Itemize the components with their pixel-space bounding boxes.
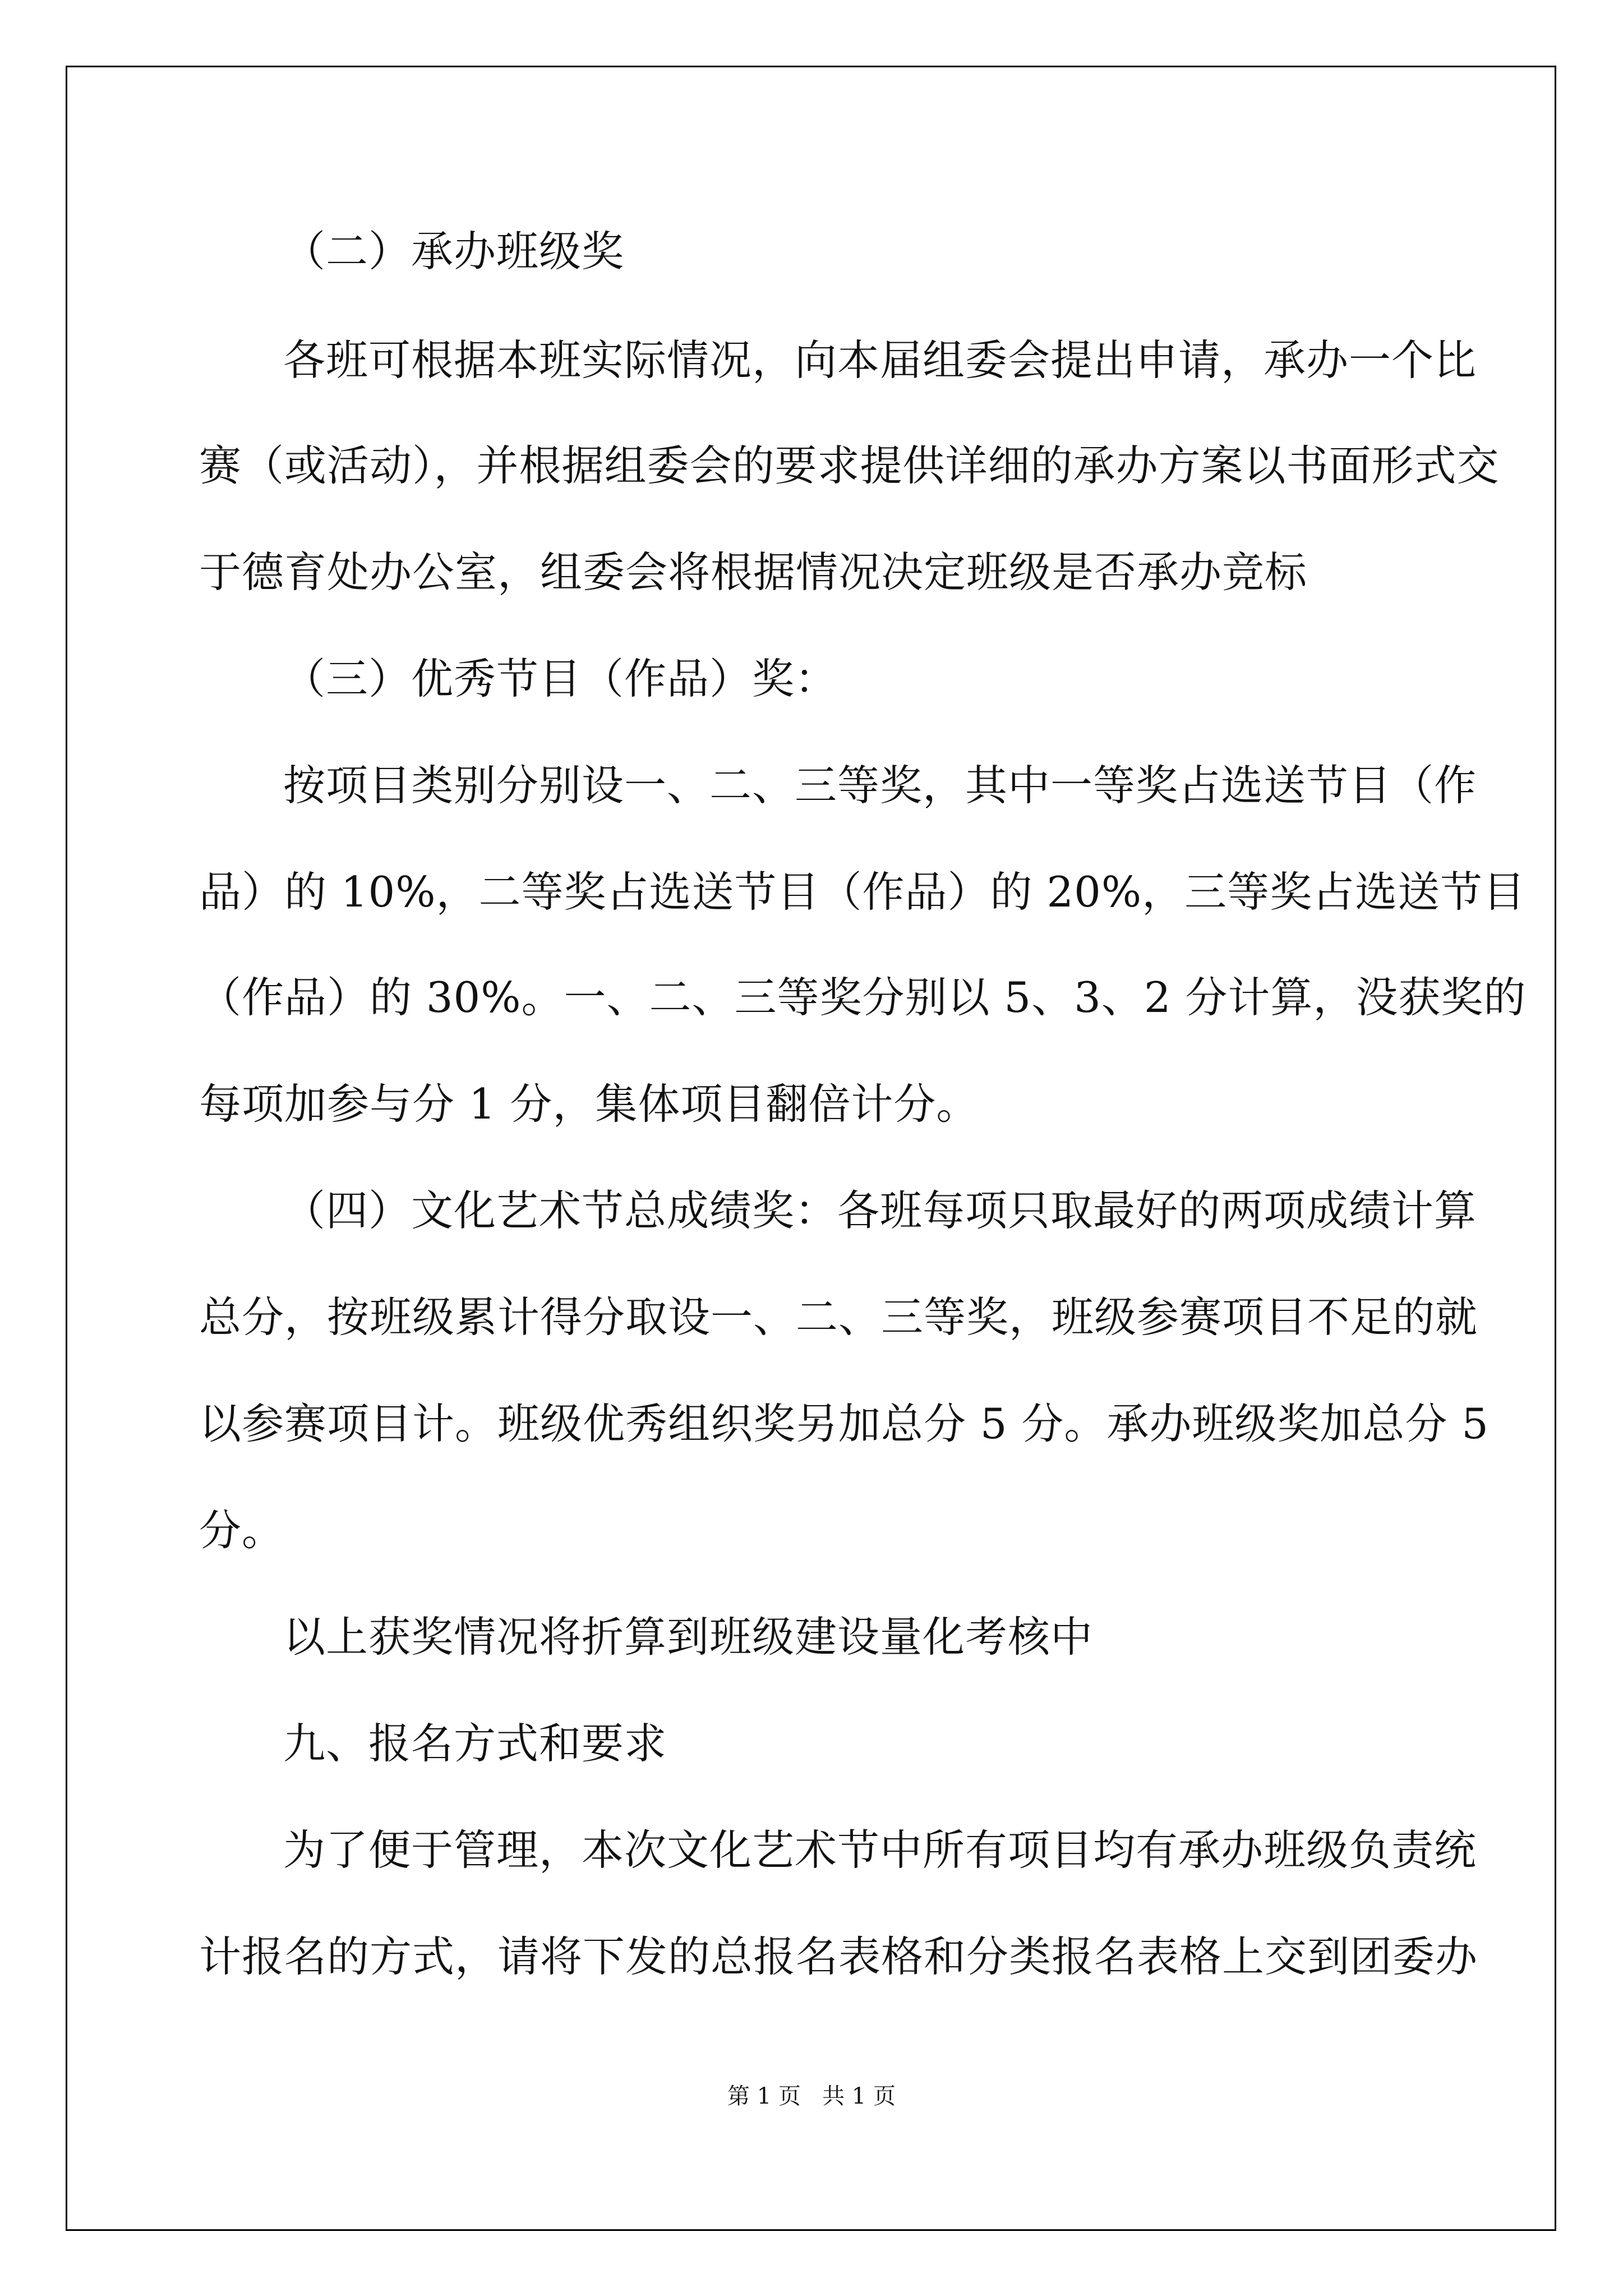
paragraph-line: 按项目类别分别设一、二、三等奖，其中一等奖占选送节目（作: [283, 761, 1477, 810]
page-border: [66, 66, 1556, 2231]
paragraph-line: 于德育处办公室，组委会将根据情况决定班级是否承办竞标: [199, 547, 1308, 597]
paragraph-line: （作品）的 30%。一、二、三等奖分别以 5、3、2 分计算，没获奖的: [199, 973, 1527, 1022]
paragraph-line: 以上获奖情况将折算到班级建设量化考核中: [283, 1612, 1094, 1662]
heading-registration: 九、报名方式和要求: [283, 1719, 667, 1768]
heading-total-score-award: （四）文化艺术节总成绩奖：各班每项只取最好的两项成绩计算: [283, 1186, 1477, 1235]
paragraph-line: 以参赛项目计。班级优秀组织奖另加总分 5 分。承办班级奖加总分 5: [199, 1399, 1489, 1448]
paragraph-line: 计报名的方式，请将下发的总报名表格和分类报名表格上交到团委办: [199, 1932, 1478, 1981]
paragraph-line: 赛（或活动），并根据组委会的要求提供详细的承办方案以书面形式交: [199, 441, 1500, 490]
paragraph-line: 为了便于管理，本次文化艺术节中所有项目均有承办班级负责统: [283, 1825, 1477, 1875]
paragraph-line: 总分，按班级累计得分取设一、二、三等奖，班级参赛项目不足的就: [199, 1292, 1478, 1342]
paragraph-line: 分。: [199, 1506, 285, 1555]
paragraph-line: 品）的 10%，二等奖占选送节目（作品）的 20%，三等奖占选送节目: [199, 867, 1526, 917]
paragraph-line: 每项加参与分 1 分，集体项目翻倍计分。: [199, 1079, 979, 1129]
paragraph-line: 各班可根据本班实际情况，向本届组委会提出申请，承办一个比: [283, 335, 1477, 385]
heading-class-host-award: （二）承办班级奖: [283, 227, 625, 276]
heading-excellent-program-award: （三）优秀节目（作品）奖：: [283, 654, 838, 703]
page-number-footer: 第 1 页 共 1 页: [727, 2083, 896, 2109]
